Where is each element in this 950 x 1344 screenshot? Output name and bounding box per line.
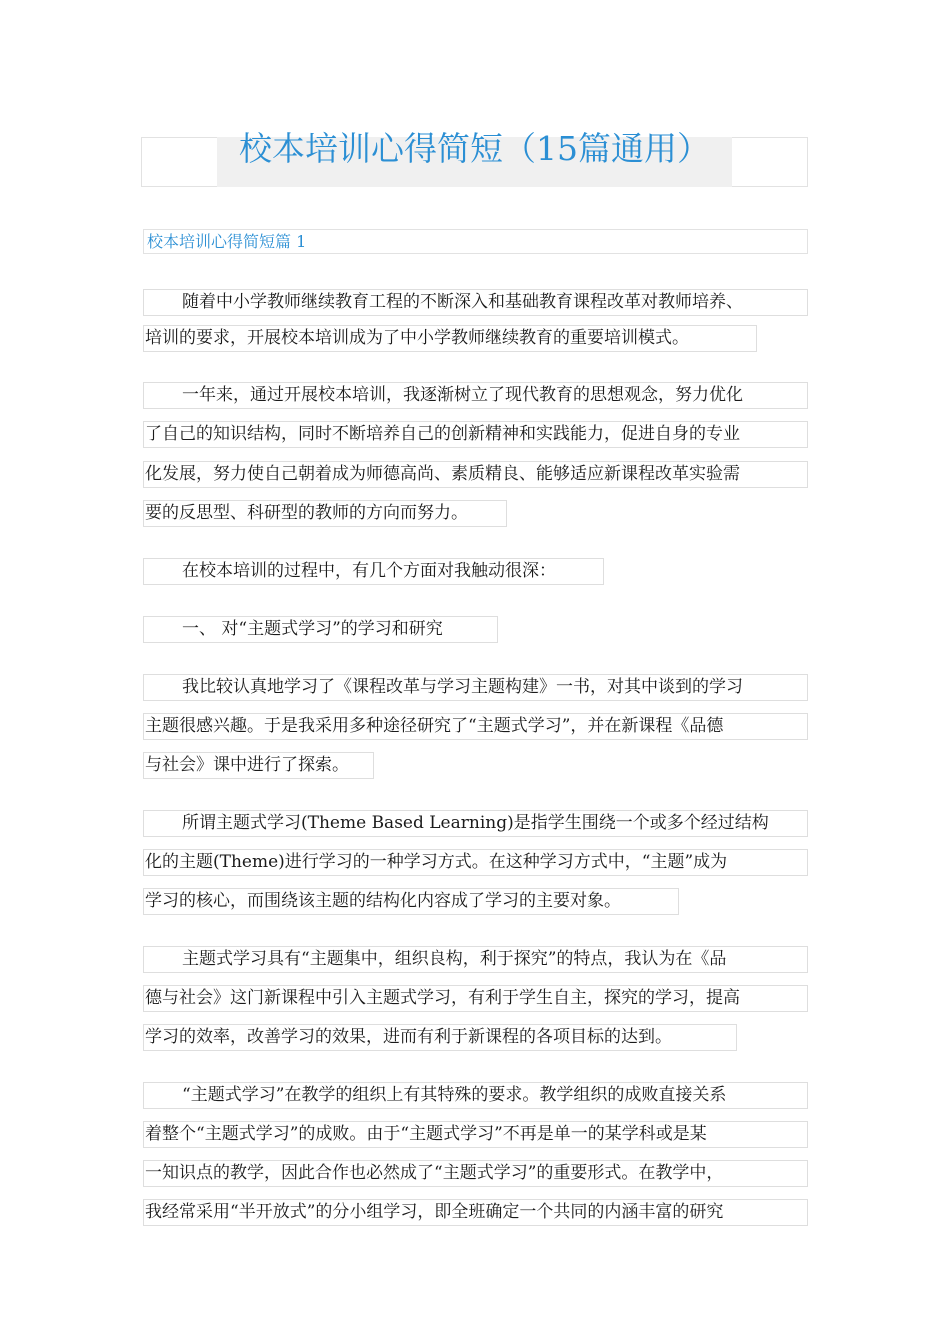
paragraph-line: “主题式学习”在教学的组织上有其特殊的要求。教学组织的成败直接关系 — [143, 1082, 808, 1109]
paragraph-line: 学习的核心，而围绕该主题的结构化内容成了学习的主要对象。 — [143, 888, 679, 915]
section-heading: 校本培训心得简短篇 1 — [143, 229, 808, 254]
paragraph-line: 一年来，通过开展校本培训，我逐渐树立了现代教育的思想观念，努力优化 — [143, 382, 808, 409]
paragraph-line: 我比较认真地学习了《课程改革与学习主题构建》一书，对其中谈到的学习 — [143, 674, 808, 701]
paragraph-line: 德与社会》这门新课程中引入主题式学习，有利于学生自主，探究的学习，提高 — [143, 985, 808, 1012]
paragraph-line: 学习的效率，改善学习的效果，进而有利于新课程的各项目标的达到。 — [143, 1024, 737, 1051]
paragraph-line: 要的反思型、科研型的教师的方向而努力。 — [143, 500, 507, 527]
paragraph-line: 我经常采用“半开放式”的分小组学习，即全班确定一个共同的内涵丰富的研究 — [143, 1199, 808, 1226]
paragraph-line: 随着中小学教师继续教育工程的不断深入和基础教育课程改革对教师培养、 — [143, 289, 808, 316]
paragraph-line: 化发展，努力使自己朝着成为师德高尚、素质精良、能够适应新课程改革实验需 — [143, 461, 808, 488]
document-title: 校本培训心得简短（15篇通用） — [239, 129, 710, 168]
paragraph-line: 与社会》课中进行了探索。 — [143, 752, 374, 779]
paragraph-line: 培训的要求，开展校本培训成为了中小学教师继续教育的重要培训模式。 — [143, 325, 757, 352]
paragraph-line: 主题很感兴趣。于是我采用多种途径研究了“主题式学习”，并在新课程《品德 — [143, 713, 808, 740]
paragraph-line: 主题式学习具有“主题集中，组织良构，利于探究”的特点，我认为在《品 — [143, 946, 808, 973]
paragraph-line: 化的主题(Theme)进行学习的一种学习方式。在这种学习方式中，“主题”成为 — [143, 849, 808, 876]
paragraph-line: 所谓主题式学习(Theme Based Learning)是指学生围绕一个或多个经过结构 — [143, 810, 808, 837]
paragraph-line: 了自己的知识结构，同时不断培养自己的创新精神和实践能力，促进自身的专业 — [143, 421, 808, 448]
paragraph-line: 一知识点的教学，因此合作也必然成了“主题式学习”的重要形式。在教学中， — [143, 1160, 808, 1187]
paragraph-line: 一、 对“主题式学习”的学习和研究 — [143, 616, 498, 643]
paragraph-line: 在校本培训的过程中，有几个方面对我触动很深： — [143, 558, 604, 585]
paragraph-line: 着整个“主题式学习”的成败。由于“主题式学习”不再是单一的某学科或是某 — [143, 1121, 808, 1148]
